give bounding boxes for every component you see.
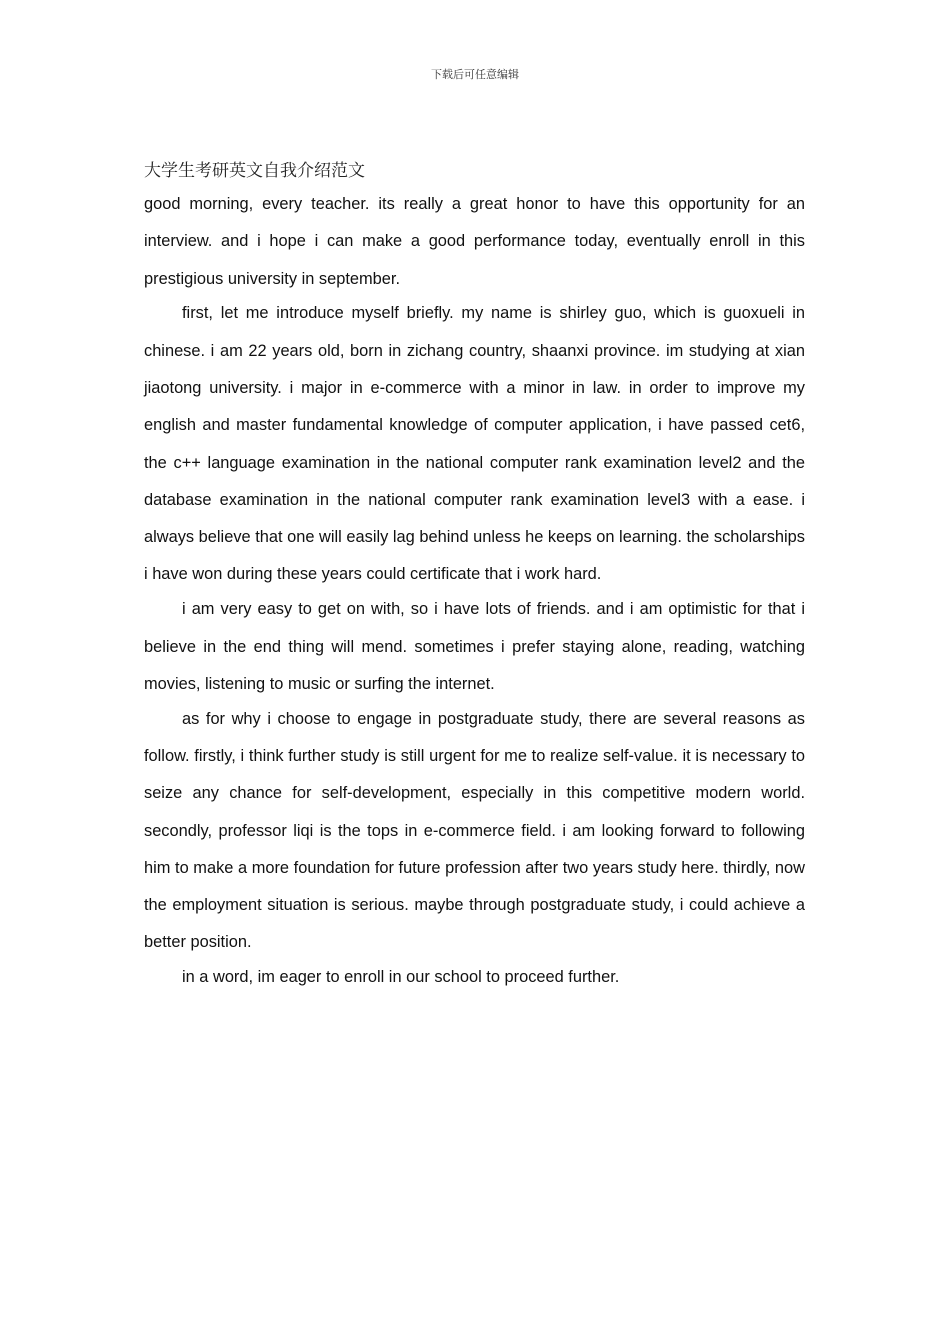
document-title: 大学生考研英文自我介绍范文 [144, 161, 365, 181]
document-body [144, 186, 805, 994]
paragraph-personality: i am very easy to get on with, so i have lots of friends. and i am optimistic for that i believe in the end thing will mend. sometimes i prefer staying alone, reading, watching movies, listening to music or surfing the internet. [144, 600, 805, 693]
paragraph-greeting: good morning, every teacher. its really a great honor to have this opportunity for an interview. and i hope i can make a good performance today, eventually enroll in this prestigious university in september. [144, 195, 805, 288]
paragraph-conclusion: in a word, im eager to enroll in our school to proceed further. [182, 968, 620, 987]
header-note: 下载后可任意编辑 [431, 68, 519, 81]
paragraph-introduction: first, let me introduce myself briefly. my name is shirley guo, which is guoxueli in chinese. i am 22 years old, born in zichang country, shaanxi province. im studying at xian jiaotong university. i major in e-commerce with a minor in law. in order to improve my english and master fundamental knowledge of computer application, i have passed cet6, the c++ language examination in the national computer rank examination level2 and the database examination in the national computer rank examination level3 with a ease. i always believe that one will easily lag behind unless he keeps on learning. the scholarships i have won during these years could certificate that i work hard. [144, 304, 805, 584]
paragraph-reasons: as for why i choose to engage in postgraduate study, there are several reasons as follow. firstly, i think further study is still urgent for me to realize self-value. it is necessary to seize any chance for self-development, especially in this competitive modern world. secondly, professor liqi is the tops in e-commerce field. i am looking forward to following him to make a more foundation for future profession after two years study here. thirdly, now the employment situation is serious. maybe through postgraduate study, i could achieve a better position. [144, 709, 805, 952]
